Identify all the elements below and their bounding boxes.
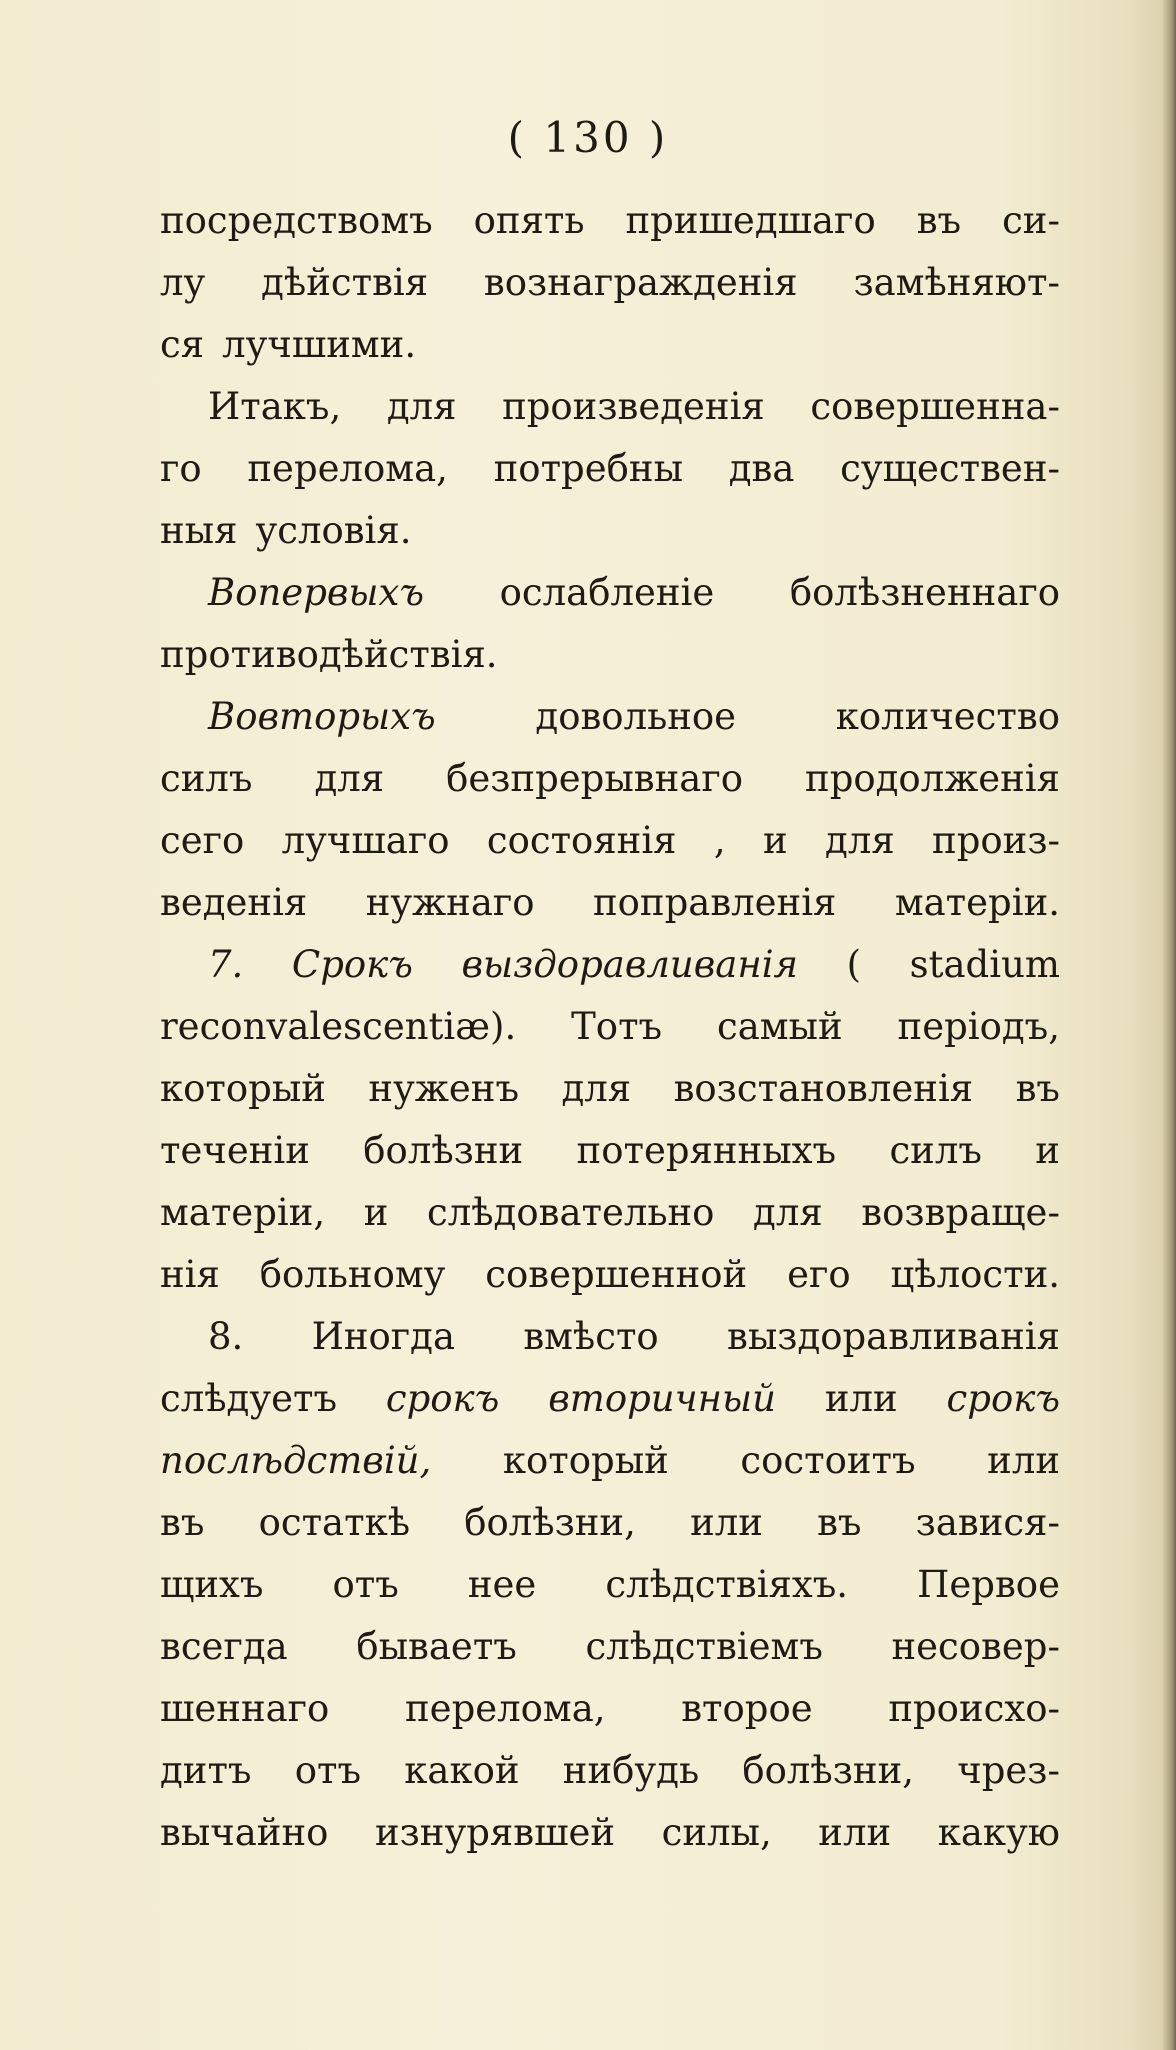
word: въ [1015,1067,1060,1110]
word: го [160,447,202,490]
word: слѣдуетъ [160,1377,337,1420]
word: опять [473,199,585,242]
word: какую [937,1811,1060,1854]
text-line [160,1616,1060,1678]
word: какой [404,1749,520,1792]
text-line [160,1182,1060,1244]
word: произведенія [502,385,765,428]
text-line [160,624,1060,686]
word: довольное [535,695,737,738]
word: нія [160,1253,220,1296]
text-line [160,1554,1060,1616]
word: ся [160,323,205,366]
text-line [160,686,1060,748]
word: Первое [917,1563,1060,1606]
word: нее [467,1563,537,1606]
word: и [763,819,788,862]
text-line [160,934,1060,996]
word: или [818,1811,892,1854]
word: Иногда [311,1315,456,1358]
word: завися- [915,1501,1060,1544]
word: ослабленіе [499,571,715,614]
text-line [160,996,1060,1058]
text-line [160,500,1060,562]
word: всегда [160,1625,288,1668]
word: потребны [493,447,684,490]
word: изнурявшей [374,1811,616,1854]
word: безпрерывнаго [446,757,744,800]
text-line [160,1058,1060,1120]
word: и [363,1191,389,1234]
text-line [160,1368,1060,1430]
text-line [160,1430,1060,1492]
word: состоянія [486,819,677,862]
word: слѣдовательно [427,1191,715,1234]
word: перелома, [247,447,448,490]
word: нибудь [562,1749,700,1792]
word: противодѣйствія. [160,633,498,676]
word: веденія [160,881,308,924]
word: срокъ [946,1377,1060,1420]
text-line [160,1678,1060,1740]
word: два [728,447,795,490]
word: нужнаго [365,881,535,924]
word: дѣйствія [261,261,429,304]
word: дитъ [160,1749,252,1792]
word: произ- [932,819,1060,862]
word: возстановленія [673,1067,974,1110]
word: выздоравливанія [726,1315,1060,1358]
word: или [987,1439,1060,1482]
word: Срокъ [291,943,413,986]
word: для [825,819,895,862]
word: бываетъ [356,1625,517,1668]
word: перелома, [405,1687,606,1730]
word: матеріи. [894,881,1060,924]
word: сего [160,819,245,862]
word: больному [259,1253,446,1296]
word: который [502,1439,669,1482]
word: срокъ [385,1377,500,1420]
text-line [160,438,1060,500]
word: который [160,1067,326,1110]
text-line [160,1244,1060,1306]
word: 7. [208,943,244,986]
word: и [1035,1129,1060,1172]
text-line [160,314,1060,376]
word: вмѣсто [523,1315,659,1358]
body-text [160,190,1060,1864]
word: ныя [160,509,238,552]
word: силъ [889,1129,982,1172]
word: , [713,819,726,862]
word: слѣдствіяхъ. [605,1563,849,1606]
word: цѣлости. [890,1253,1060,1296]
word: совершенной [485,1253,748,1296]
word: ( [846,943,862,986]
word: слѣдствіемъ [585,1625,823,1668]
word: лучшими. [222,323,417,366]
word: для [314,757,385,800]
word: въ [916,199,962,242]
word: теченіи [160,1129,310,1172]
text-line [160,190,1060,252]
word: въ [160,1501,205,1544]
word: reconvalescentiæ). [160,1005,517,1048]
word: шеннаго [160,1687,330,1730]
word: отъ [294,1749,362,1792]
word: потерянныхъ [576,1129,837,1172]
text-line [160,872,1060,934]
word: выздоравливанія [461,943,799,986]
word: происхо- [888,1687,1060,1730]
text-line [160,1120,1060,1182]
word: продолженія [805,757,1060,800]
word: вознагражденія [483,261,798,304]
text-line [160,748,1060,810]
text-line [160,252,1060,314]
text-line [160,810,1060,872]
word: поправленія [592,881,837,924]
word: или [690,1501,763,1544]
word: остаткѣ [258,1501,411,1544]
word: болѣзни, [464,1501,636,1544]
text-line [160,1306,1060,1368]
text-line [160,1802,1060,1864]
word: совершенна- [810,385,1060,428]
word: болѣзни [363,1129,524,1172]
text-line [160,1492,1060,1554]
text-line [160,1740,1060,1802]
page-edge-shadow [1162,0,1176,2050]
word: количество [835,695,1060,738]
word: отъ [332,1563,399,1606]
word: 8. [208,1315,244,1358]
word: болѣзни, [742,1749,914,1792]
word: второе [681,1687,813,1730]
word: болѣзненнаго [789,571,1060,614]
word: вторичный [548,1377,776,1420]
word: несовер- [891,1625,1060,1668]
word: лучшаго [281,819,450,862]
word: существен- [840,447,1060,490]
word: чрез- [957,1749,1060,1792]
word: замѣняют- [853,261,1060,304]
word: силъ [160,757,253,800]
word: для [753,1191,823,1234]
word: Тотъ [571,1005,663,1048]
word: самый [716,1005,843,1048]
word: Вопервыхъ [208,571,425,614]
word: состоитъ [740,1439,916,1482]
word: условія. [255,509,412,552]
word: посредствомъ [160,199,433,242]
word: пришедшаго [625,199,876,242]
word: для [386,385,457,428]
word: или [824,1377,898,1420]
word: нуженъ [368,1067,519,1110]
word: для [561,1067,632,1110]
word: Итакъ, [208,385,342,428]
word: си- [1002,199,1060,242]
word: Вовторыхъ [208,695,436,738]
word: stadium [909,943,1060,986]
word: періодъ, [897,1005,1060,1048]
word: вычайно [160,1811,329,1854]
text-line [160,562,1060,624]
word: щихъ [160,1563,264,1606]
word: его [787,1253,851,1296]
word: послѣдствій, [160,1439,432,1482]
word: лу [160,261,206,304]
word: силы, [661,1811,772,1854]
page-number: ( 130 ) [507,113,669,162]
word: въ [817,1501,862,1544]
word: матеріи, [160,1191,326,1234]
word: возвраще- [861,1191,1060,1234]
text-line [160,376,1060,438]
